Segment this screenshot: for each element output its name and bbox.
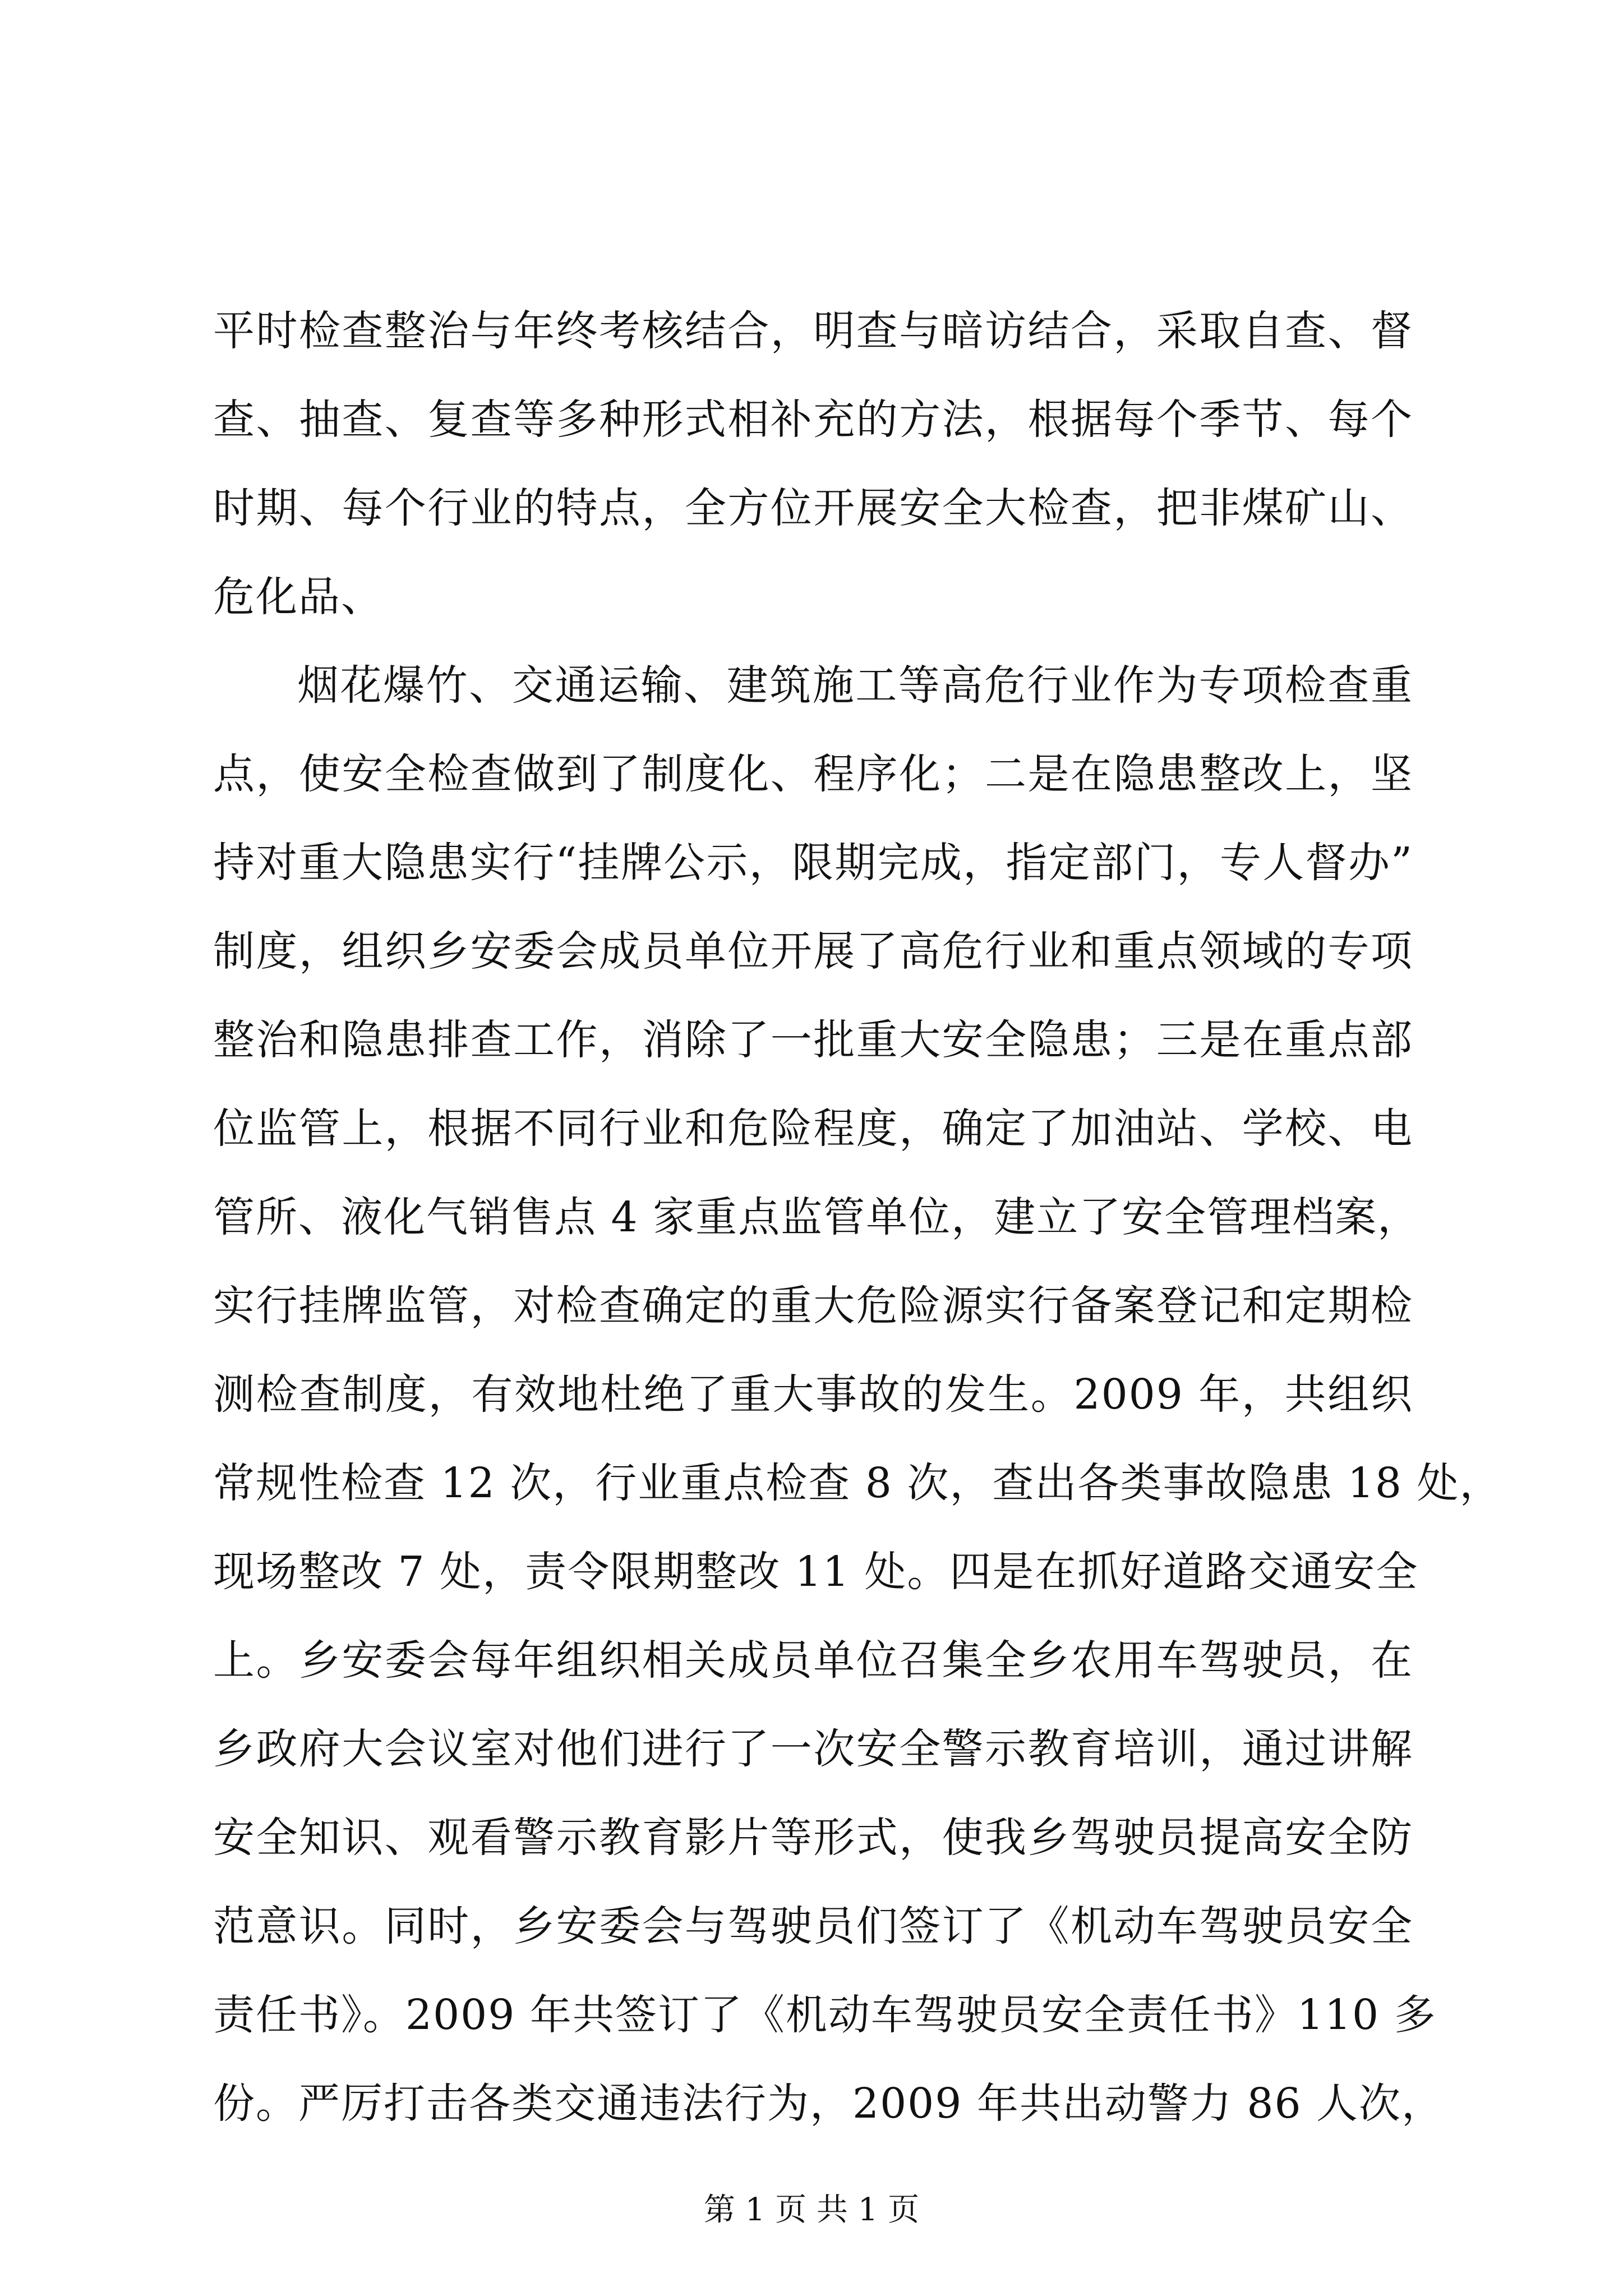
paragraph-line: 份。严厉打击各类交通违法行为，2009 年共出动警力 86 人次， [213, 2079, 1445, 2128]
paragraph-line: 危化品、 [213, 573, 384, 621]
paragraph-line: 整治和隐患排查工作，消除了一批重大安全隐患；三是在重点部 [213, 1016, 1413, 1064]
paragraph-line: 管所、液化气销售点 4 家重点监管单位，建立了安全管理档案， [213, 1193, 1421, 1241]
paragraph-line: 安全知识、观看警示教育影片等形式，使我乡驾驶员提高安全防 [213, 1814, 1413, 1862]
paragraph-line: 实行挂牌监管，对检查确定的重大危险源实行备案登记和定期检 [213, 1282, 1413, 1330]
paragraph-line: 烟花爆竹、交通运输、建筑施工等高危行业作为专项检查重 [297, 661, 1413, 710]
paragraph-line: 上。乡安委会每年组织相关成员单位召集全乡农用车驾驶员，在 [213, 1636, 1413, 1685]
page-footer: 第 1 页 共 1 页 [703, 2192, 920, 2228]
paragraph-line: 现场整改 7 处，责令限期整改 11 处。四是在抓好道路交通安全 [213, 1548, 1419, 1596]
paragraph-line: 查、抽查、复查等多种形式相补充的方法，根据每个季节、每个 [213, 395, 1413, 444]
paragraph-line: 测检查制度，有效地杜绝了重大事故的发生。2009 年，共组织 [213, 1370, 1413, 1419]
paragraph-line: 责任书》。2009 年共签订了《机动车驾驶员安全责任书》110 多 [213, 1991, 1437, 2039]
paragraph-line: 点，使安全检查做到了制度化、程序化；二是在隐患整改上，坚 [213, 750, 1413, 798]
paragraph-line: 持对重大隐患实行“挂牌公示，限期完成，指定部门，专人督办” [213, 839, 1413, 887]
paragraph-line: 常规性检查 12 次，行业重点检查 8 次，查出各类事故隐患 18 处， [213, 1459, 1502, 1507]
paragraph-line: 乡政府大会议室对他们进行了一次安全警示教育培训，通过讲解 [213, 1725, 1413, 1773]
paragraph-line: 制度，组织乡安委会成员单位开展了高危行业和重点领域的专项 [213, 927, 1413, 976]
paragraph-line: 位监管上，根据不同行业和危险程度，确定了加油站、学校、电 [213, 1105, 1413, 1153]
paragraph-line: 范意识。同时，乡安委会与驾驶员们签订了《机动车驾驶员安全 [213, 1902, 1413, 1950]
paragraph-line: 时期、每个行业的特点，全方位开展安全大检查，把非煤矿山、 [213, 484, 1413, 532]
paragraph-line: 平时检查整治与年终考核结合，明查与暗访结合，采取自查、督 [213, 307, 1413, 355]
